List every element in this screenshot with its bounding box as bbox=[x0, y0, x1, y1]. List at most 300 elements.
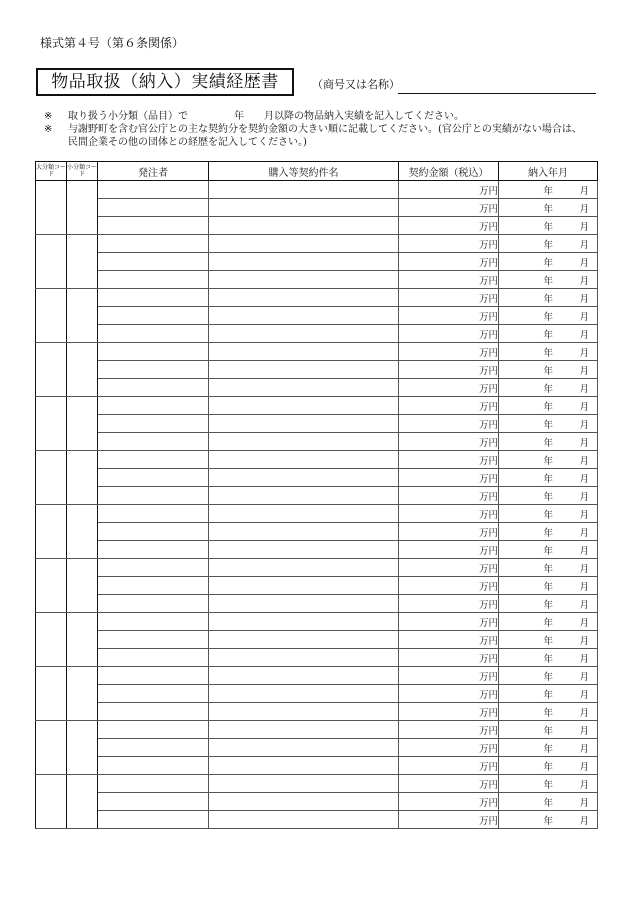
amount-unit: 万円 bbox=[478, 509, 498, 521]
client-cell[interactable] bbox=[98, 631, 209, 649]
year-unit: 年 bbox=[543, 203, 553, 215]
amount-unit: 万円 bbox=[478, 815, 498, 827]
client-cell[interactable] bbox=[98, 811, 209, 829]
note-line-1-text-a: 取り扱う小分類（品目）で bbox=[68, 111, 188, 122]
amount-unit: 万円 bbox=[478, 797, 498, 809]
client-cell[interactable] bbox=[98, 415, 209, 433]
delivery-cell[interactable] bbox=[499, 451, 598, 469]
month-unit: 月 bbox=[579, 617, 589, 629]
amount-cell[interactable] bbox=[399, 685, 499, 703]
contract-name-cell[interactable] bbox=[209, 199, 399, 217]
client-cell[interactable] bbox=[98, 379, 209, 397]
amount-cell[interactable] bbox=[399, 775, 499, 793]
delivery-cell[interactable] bbox=[499, 289, 598, 307]
note-mark: ※ bbox=[44, 124, 53, 135]
amount-cell[interactable] bbox=[399, 649, 499, 667]
year-unit: 年 bbox=[543, 221, 553, 233]
amount-cell[interactable] bbox=[399, 559, 499, 577]
delivery-cell[interactable] bbox=[499, 433, 598, 451]
amount-cell[interactable] bbox=[399, 595, 499, 613]
table-row bbox=[36, 721, 598, 739]
client-cell[interactable] bbox=[98, 451, 209, 469]
month-unit: 月 bbox=[579, 779, 589, 791]
amount-cell[interactable] bbox=[399, 199, 499, 217]
year-unit: 年 bbox=[543, 455, 553, 467]
table-row bbox=[36, 811, 598, 829]
year-unit: 年 bbox=[543, 401, 553, 413]
contract-name-cell[interactable] bbox=[209, 379, 399, 397]
year-unit: 年 bbox=[543, 491, 553, 503]
delivery-cell[interactable] bbox=[499, 361, 598, 379]
client-cell[interactable] bbox=[98, 253, 209, 271]
major-code-cell[interactable] bbox=[36, 289, 67, 343]
month-unit: 月 bbox=[579, 257, 589, 269]
table-row bbox=[36, 361, 598, 379]
amount-cell[interactable] bbox=[399, 253, 499, 271]
table-row bbox=[36, 271, 598, 289]
amount-cell[interactable] bbox=[399, 631, 499, 649]
table-row bbox=[36, 253, 598, 271]
table-row bbox=[36, 595, 598, 613]
header-major-code: 大分類コード bbox=[36, 162, 67, 181]
delivery-cell[interactable] bbox=[499, 631, 598, 649]
amount-cell[interactable] bbox=[399, 397, 499, 415]
client-cell[interactable] bbox=[98, 721, 209, 739]
amount-cell[interactable] bbox=[399, 541, 499, 559]
month-unit: 月 bbox=[579, 383, 589, 395]
year-unit: 年 bbox=[543, 311, 553, 323]
amount-unit: 万円 bbox=[478, 275, 498, 287]
client-cell[interactable] bbox=[98, 181, 209, 199]
month-unit: 月 bbox=[579, 239, 589, 251]
amount-unit: 万円 bbox=[478, 455, 498, 467]
amount-cell[interactable] bbox=[399, 577, 499, 595]
amount-cell[interactable] bbox=[399, 469, 499, 487]
amount-unit: 万円 bbox=[478, 419, 498, 431]
month-unit: 月 bbox=[579, 293, 589, 305]
month-unit: 月 bbox=[579, 563, 589, 575]
table-row bbox=[36, 739, 598, 757]
month-unit: 月 bbox=[579, 185, 589, 197]
delivery-cell[interactable] bbox=[499, 271, 598, 289]
amount-cell[interactable] bbox=[399, 343, 499, 361]
amount-cell[interactable] bbox=[399, 721, 499, 739]
header-delivery: 納入年月 bbox=[499, 162, 598, 181]
contract-name-cell[interactable] bbox=[209, 271, 399, 289]
amount-unit: 万円 bbox=[478, 293, 498, 305]
delivery-cell[interactable] bbox=[499, 505, 598, 523]
delivery-cell[interactable] bbox=[499, 181, 598, 199]
amount-cell[interactable] bbox=[399, 325, 499, 343]
table-row bbox=[36, 505, 598, 523]
amount-unit: 万円 bbox=[478, 401, 498, 413]
month-unit: 月 bbox=[579, 491, 589, 503]
amount-cell[interactable] bbox=[399, 217, 499, 235]
amount-cell[interactable] bbox=[399, 271, 499, 289]
year-unit: 年 bbox=[543, 617, 553, 629]
client-cell[interactable] bbox=[98, 649, 209, 667]
contract-name-cell[interactable] bbox=[209, 289, 399, 307]
amount-cell[interactable] bbox=[399, 235, 499, 253]
month-unit: 月 bbox=[579, 203, 589, 215]
table-row bbox=[36, 559, 598, 577]
note-line-1-text-b: 月以降の物品納入実績を記入してください。 bbox=[264, 111, 464, 122]
year-unit: 年 bbox=[543, 707, 553, 719]
note-line-2-text: 与謝野町を含む官公庁との主な契約分を契約金額の大きい順に記載してください。(官公庁との実績がない場合は、 bbox=[68, 124, 582, 135]
year-unit: 年 bbox=[543, 581, 553, 593]
header-minor-code: 小分類コード bbox=[67, 162, 98, 181]
year-unit: 年 bbox=[543, 527, 553, 539]
year-unit: 年 bbox=[543, 815, 553, 827]
table-row bbox=[36, 235, 598, 253]
delivery-cell[interactable] bbox=[499, 523, 598, 541]
contract-name-cell[interactable] bbox=[209, 667, 399, 685]
client-cell[interactable] bbox=[98, 397, 209, 415]
year-unit: 年 bbox=[543, 293, 553, 305]
month-unit: 月 bbox=[579, 599, 589, 611]
contract-name-cell[interactable] bbox=[209, 757, 399, 775]
client-cell[interactable] bbox=[98, 559, 209, 577]
amount-unit: 万円 bbox=[478, 383, 498, 395]
amount-cell[interactable] bbox=[399, 613, 499, 631]
year-unit: 年 bbox=[543, 347, 553, 359]
year-unit: 年 bbox=[543, 653, 553, 665]
major-code-cell[interactable] bbox=[36, 613, 67, 667]
month-unit: 月 bbox=[579, 419, 589, 431]
amount-unit: 万円 bbox=[478, 617, 498, 629]
contract-name-cell[interactable] bbox=[209, 793, 399, 811]
month-unit: 月 bbox=[579, 401, 589, 413]
table-row bbox=[36, 793, 598, 811]
client-cell[interactable] bbox=[98, 199, 209, 217]
table-row bbox=[36, 415, 598, 433]
delivery-cell[interactable] bbox=[499, 397, 598, 415]
contract-name-cell[interactable] bbox=[209, 775, 399, 793]
contract-name-cell[interactable] bbox=[209, 469, 399, 487]
year-unit: 年 bbox=[543, 779, 553, 791]
amount-unit: 万円 bbox=[478, 599, 498, 611]
amount-cell[interactable] bbox=[399, 307, 499, 325]
minor-code-cell[interactable] bbox=[67, 289, 98, 343]
table-row bbox=[36, 541, 598, 559]
month-unit: 月 bbox=[579, 527, 589, 539]
year-unit: 年 bbox=[543, 761, 553, 773]
major-code-cell[interactable] bbox=[36, 343, 67, 397]
month-unit: 月 bbox=[579, 275, 589, 287]
table-row bbox=[36, 577, 598, 595]
delivery-cell[interactable] bbox=[499, 487, 598, 505]
amount-unit: 万円 bbox=[478, 185, 498, 197]
major-code-cell[interactable] bbox=[36, 667, 67, 721]
amount-unit: 万円 bbox=[478, 311, 498, 323]
year-unit: 年 bbox=[543, 635, 553, 647]
amount-unit: 万円 bbox=[478, 365, 498, 377]
contract-name-cell[interactable] bbox=[209, 631, 399, 649]
contract-name-cell[interactable] bbox=[209, 577, 399, 595]
minor-code-cell[interactable] bbox=[67, 235, 98, 289]
amount-cell[interactable] bbox=[399, 793, 499, 811]
header-contract-name: 購入等契約件名 bbox=[209, 162, 399, 181]
amount-unit: 万円 bbox=[478, 779, 498, 791]
minor-code-cell[interactable] bbox=[67, 559, 98, 613]
year-unit: 年 bbox=[543, 689, 553, 701]
delivery-cell[interactable] bbox=[499, 469, 598, 487]
table-row bbox=[36, 433, 598, 451]
table-row bbox=[36, 199, 598, 217]
client-cell[interactable] bbox=[98, 541, 209, 559]
month-unit: 月 bbox=[579, 311, 589, 323]
minor-code-cell[interactable] bbox=[67, 181, 98, 235]
contract-name-cell[interactable] bbox=[209, 325, 399, 343]
amount-unit: 万円 bbox=[478, 581, 498, 593]
contract-name-cell[interactable] bbox=[209, 541, 399, 559]
contract-name-cell[interactable] bbox=[209, 595, 399, 613]
records-body bbox=[36, 181, 598, 829]
year-unit: 年 bbox=[543, 275, 553, 287]
table-row bbox=[36, 469, 598, 487]
delivery-cell[interactable] bbox=[499, 379, 598, 397]
amount-unit: 万円 bbox=[478, 203, 498, 215]
amount-cell[interactable] bbox=[399, 361, 499, 379]
delivery-cell[interactable] bbox=[499, 775, 598, 793]
month-unit: 月 bbox=[579, 635, 589, 647]
table-header-row bbox=[36, 162, 598, 181]
amount-unit: 万円 bbox=[478, 707, 498, 719]
year-unit: 年 bbox=[543, 383, 553, 395]
client-cell[interactable] bbox=[98, 361, 209, 379]
amount-unit: 万円 bbox=[478, 437, 498, 449]
minor-code-cell[interactable] bbox=[67, 667, 98, 721]
delivery-cell[interactable] bbox=[499, 685, 598, 703]
table-row bbox=[36, 289, 598, 307]
year-unit: 年 bbox=[543, 365, 553, 377]
client-cell[interactable] bbox=[98, 775, 209, 793]
client-cell[interactable] bbox=[98, 667, 209, 685]
client-cell[interactable] bbox=[98, 613, 209, 631]
delivery-cell[interactable] bbox=[499, 667, 598, 685]
contract-name-cell[interactable] bbox=[209, 559, 399, 577]
contract-name-cell[interactable] bbox=[209, 361, 399, 379]
minor-code-cell[interactable] bbox=[67, 397, 98, 451]
amount-cell[interactable] bbox=[399, 415, 499, 433]
delivery-cell[interactable] bbox=[499, 253, 598, 271]
header-client: 発注者 bbox=[98, 162, 209, 181]
contract-name-cell[interactable] bbox=[209, 415, 399, 433]
amount-unit: 万円 bbox=[478, 527, 498, 539]
contract-name-cell[interactable] bbox=[209, 505, 399, 523]
amount-unit: 万円 bbox=[478, 257, 498, 269]
contract-name-cell[interactable] bbox=[209, 451, 399, 469]
delivery-cell[interactable] bbox=[499, 793, 598, 811]
client-cell[interactable] bbox=[98, 271, 209, 289]
contract-name-cell[interactable] bbox=[209, 613, 399, 631]
client-cell[interactable] bbox=[98, 487, 209, 505]
client-cell[interactable] bbox=[98, 343, 209, 361]
contract-name-cell[interactable] bbox=[209, 217, 399, 235]
client-cell[interactable] bbox=[98, 577, 209, 595]
delivery-cell[interactable] bbox=[499, 325, 598, 343]
month-unit: 月 bbox=[579, 545, 589, 557]
table-row bbox=[36, 379, 598, 397]
year-unit: 年 bbox=[543, 185, 553, 197]
month-unit: 月 bbox=[579, 437, 589, 449]
delivery-cell[interactable] bbox=[499, 541, 598, 559]
year-unit: 年 bbox=[543, 329, 553, 341]
client-cell[interactable] bbox=[98, 433, 209, 451]
amount-cell[interactable] bbox=[399, 289, 499, 307]
month-unit: 月 bbox=[579, 707, 589, 719]
month-unit: 月 bbox=[579, 329, 589, 341]
delivery-cell[interactable] bbox=[499, 721, 598, 739]
contract-name-cell[interactable] bbox=[209, 523, 399, 541]
table-row bbox=[36, 487, 598, 505]
amount-cell[interactable] bbox=[399, 379, 499, 397]
major-code-cell[interactable] bbox=[36, 181, 67, 235]
contract-name-cell[interactable] bbox=[209, 487, 399, 505]
contract-name-cell[interactable] bbox=[209, 307, 399, 325]
client-cell[interactable] bbox=[98, 523, 209, 541]
delivery-cell[interactable] bbox=[499, 703, 598, 721]
contract-name-cell[interactable] bbox=[209, 685, 399, 703]
client-cell[interactable] bbox=[98, 325, 209, 343]
client-cell[interactable] bbox=[98, 685, 209, 703]
delivery-cell[interactable] bbox=[499, 595, 598, 613]
amount-cell[interactable] bbox=[399, 811, 499, 829]
records-table bbox=[35, 161, 598, 829]
contract-name-cell[interactable] bbox=[209, 649, 399, 667]
minor-code-cell[interactable] bbox=[67, 775, 98, 829]
client-cell[interactable] bbox=[98, 793, 209, 811]
delivery-cell[interactable] bbox=[499, 811, 598, 829]
note-year-unit: 年 bbox=[234, 111, 244, 122]
client-cell[interactable] bbox=[98, 235, 209, 253]
delivery-cell[interactable] bbox=[499, 235, 598, 253]
delivery-cell[interactable] bbox=[499, 415, 598, 433]
table-row bbox=[36, 631, 598, 649]
minor-code-cell[interactable] bbox=[67, 451, 98, 505]
year-unit: 年 bbox=[543, 437, 553, 449]
month-unit: 月 bbox=[579, 221, 589, 233]
month-unit: 月 bbox=[579, 725, 589, 737]
minor-code-cell[interactable] bbox=[67, 613, 98, 667]
company-name-label: （商号又は名称） bbox=[312, 78, 400, 91]
minor-code-cell[interactable] bbox=[67, 721, 98, 775]
major-code-cell[interactable] bbox=[36, 235, 67, 289]
contract-name-cell[interactable] bbox=[209, 235, 399, 253]
amount-unit: 万円 bbox=[478, 689, 498, 701]
client-cell[interactable] bbox=[98, 289, 209, 307]
note-mark: ※ bbox=[44, 111, 53, 122]
year-unit: 年 bbox=[543, 563, 553, 575]
note-line-3: 民間企業その他の団体との経歴を記入してください。) bbox=[68, 137, 307, 148]
contract-name-cell[interactable] bbox=[209, 433, 399, 451]
client-cell[interactable] bbox=[98, 595, 209, 613]
minor-code-cell[interactable] bbox=[67, 505, 98, 559]
table-row bbox=[36, 217, 598, 235]
contract-name-cell[interactable] bbox=[209, 397, 399, 415]
month-unit: 月 bbox=[579, 473, 589, 485]
table-row bbox=[36, 775, 598, 793]
client-cell[interactable] bbox=[98, 739, 209, 757]
table-row bbox=[36, 181, 598, 199]
client-cell[interactable] bbox=[98, 757, 209, 775]
contract-name-cell[interactable] bbox=[209, 739, 399, 757]
amount-cell[interactable] bbox=[399, 739, 499, 757]
amount-unit: 万円 bbox=[478, 761, 498, 773]
delivery-cell[interactable] bbox=[499, 559, 598, 577]
amount-cell[interactable] bbox=[399, 505, 499, 523]
delivery-cell[interactable] bbox=[499, 307, 598, 325]
minor-code-cell[interactable] bbox=[67, 343, 98, 397]
year-unit: 年 bbox=[543, 743, 553, 755]
major-code-cell[interactable] bbox=[36, 721, 67, 775]
amount-cell[interactable] bbox=[399, 667, 499, 685]
table-row bbox=[36, 325, 598, 343]
amount-unit: 万円 bbox=[478, 491, 498, 503]
delivery-cell[interactable] bbox=[499, 757, 598, 775]
amount-cell[interactable] bbox=[399, 487, 499, 505]
delivery-cell[interactable] bbox=[499, 199, 598, 217]
year-unit: 年 bbox=[543, 509, 553, 521]
month-unit: 月 bbox=[579, 347, 589, 359]
client-cell[interactable] bbox=[98, 217, 209, 235]
year-unit: 年 bbox=[543, 725, 553, 737]
amount-cell[interactable] bbox=[399, 181, 499, 199]
year-unit: 年 bbox=[543, 671, 553, 683]
delivery-cell[interactable] bbox=[499, 217, 598, 235]
contract-name-cell[interactable] bbox=[209, 343, 399, 361]
client-cell[interactable] bbox=[98, 505, 209, 523]
year-unit: 年 bbox=[543, 239, 553, 251]
table-row bbox=[36, 685, 598, 703]
contract-name-cell[interactable] bbox=[209, 811, 399, 829]
amount-cell[interactable] bbox=[399, 703, 499, 721]
month-unit: 月 bbox=[579, 653, 589, 665]
contract-name-cell[interactable] bbox=[209, 181, 399, 199]
major-code-cell[interactable] bbox=[36, 505, 67, 559]
company-name-field[interactable] bbox=[398, 93, 596, 94]
client-cell[interactable] bbox=[98, 307, 209, 325]
delivery-cell[interactable] bbox=[499, 739, 598, 757]
contract-name-cell[interactable] bbox=[209, 721, 399, 739]
contract-name-cell[interactable] bbox=[209, 703, 399, 721]
major-code-cell[interactable] bbox=[36, 559, 67, 613]
month-unit: 月 bbox=[579, 455, 589, 467]
delivery-cell[interactable] bbox=[499, 649, 598, 667]
client-cell[interactable] bbox=[98, 469, 209, 487]
major-code-cell[interactable] bbox=[36, 775, 67, 829]
major-code-cell[interactable] bbox=[36, 397, 67, 451]
contract-name-cell[interactable] bbox=[209, 253, 399, 271]
delivery-cell[interactable] bbox=[499, 343, 598, 361]
amount-cell[interactable] bbox=[399, 451, 499, 469]
table-row bbox=[36, 451, 598, 469]
year-unit: 年 bbox=[543, 545, 553, 557]
month-unit: 月 bbox=[579, 689, 589, 701]
major-code-cell[interactable] bbox=[36, 451, 67, 505]
amount-unit: 万円 bbox=[478, 653, 498, 665]
amount-unit: 万円 bbox=[478, 347, 498, 359]
delivery-cell[interactable] bbox=[499, 577, 598, 595]
month-unit: 月 bbox=[579, 815, 589, 827]
month-unit: 月 bbox=[579, 581, 589, 593]
client-cell[interactable] bbox=[98, 703, 209, 721]
amount-cell[interactable] bbox=[399, 757, 499, 775]
delivery-cell[interactable] bbox=[499, 613, 598, 631]
amount-cell[interactable] bbox=[399, 433, 499, 451]
amount-unit: 万円 bbox=[478, 221, 498, 233]
amount-cell[interactable] bbox=[399, 523, 499, 541]
